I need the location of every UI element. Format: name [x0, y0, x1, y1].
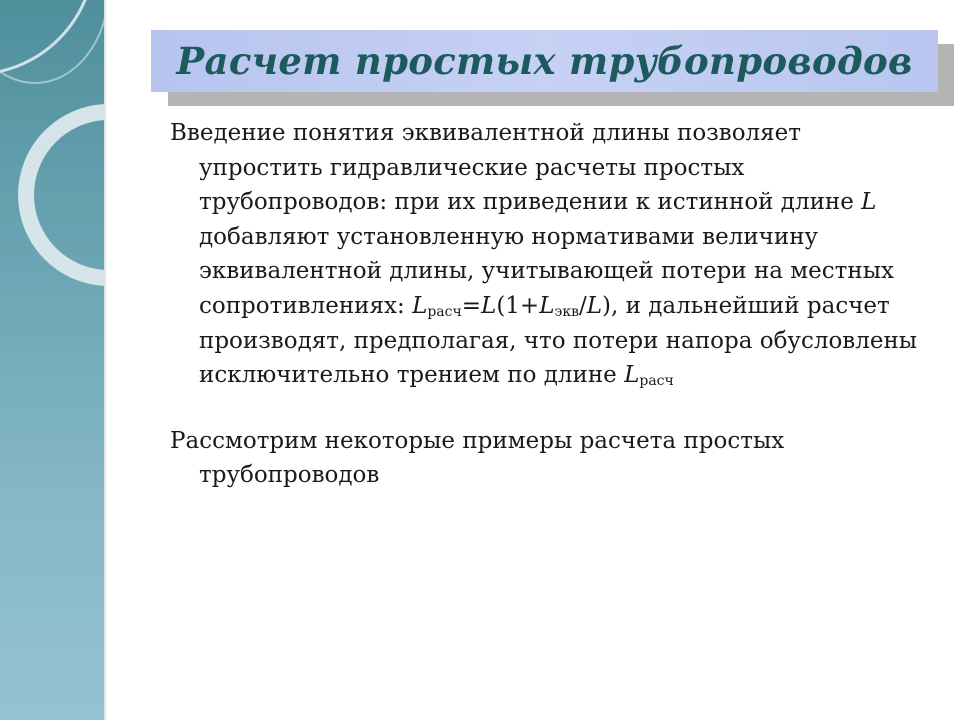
formula-symbol: = — [461, 292, 482, 319]
variable-L: L — [861, 189, 877, 216]
variable-L: L — [624, 362, 640, 389]
paragraph-equivalent-length — [170, 116, 930, 393]
text-segment: Введение понятия эквивалентной длины позволяет упростить гидравлические расчеты простых трубопроводов: при их приведении к истинной длине — [170, 120, 862, 216]
band-divider — [104, 0, 106, 720]
title-box — [151, 30, 938, 92]
paragraph-examples: Рассмотрим некоторые примеры расчета простых трубопроводов — [170, 427, 785, 489]
decorative-ring — [18, 104, 106, 286]
text-segment: и дальнейший расчет производят, предполагая, что потери напора обусловлены исключительно трением по длине — [199, 292, 918, 389]
formula-symbol: (1+ — [496, 292, 540, 319]
text-segment: добавляют установленную нормативами величину эквивалентной длины, учитывающей потери на местных сопротивлениях: — [199, 223, 895, 319]
formula-symbol: ), — [602, 292, 619, 319]
decorative-ring — [0, 0, 106, 84]
variable-L: L — [481, 292, 497, 319]
slide-body — [170, 116, 930, 493]
variable-L: L — [412, 292, 428, 319]
formula-symbol: / — [578, 292, 587, 319]
subscript: расч — [427, 303, 462, 320]
variable-L: L — [586, 292, 602, 319]
decorative-side-band — [0, 0, 106, 720]
formula — [412, 293, 618, 319]
slide-title: Расчет простых трубопроводов — [176, 39, 913, 83]
variable-L: L — [539, 292, 555, 319]
subscript: экв — [554, 303, 579, 320]
subscript: расч — [639, 373, 674, 390]
